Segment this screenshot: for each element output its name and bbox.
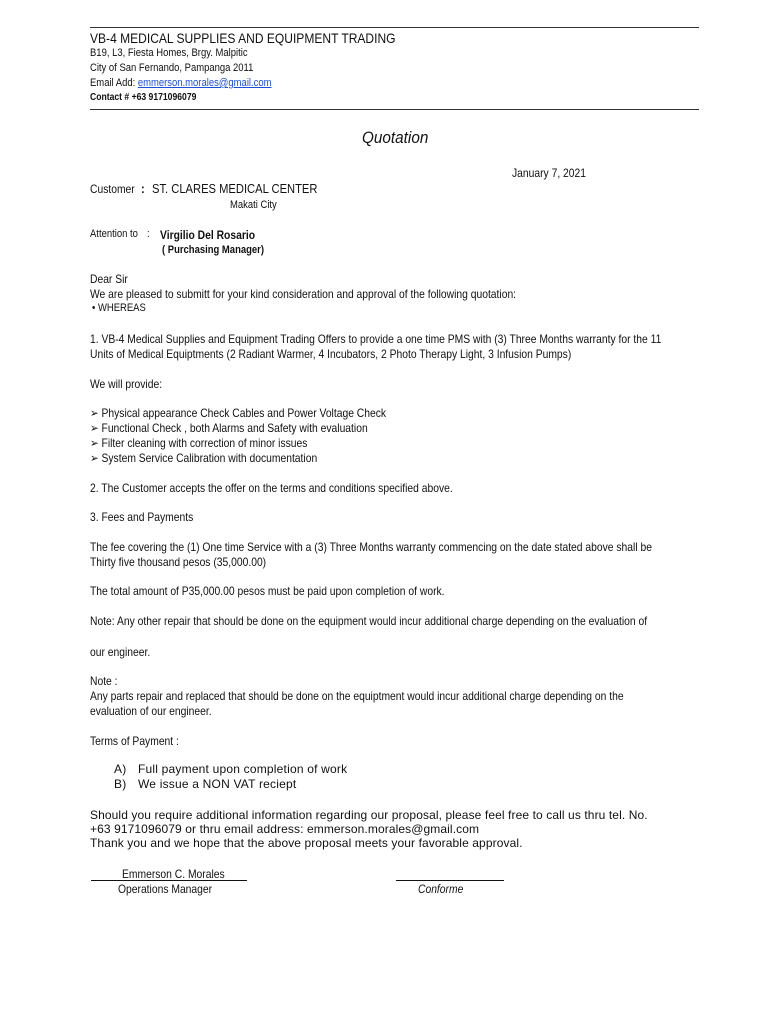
item-1-line-1: 1. VB-4 Medical Supplies and Equipment Trading Offers to provide a one time PMS with (3) Three Months warranty for the 11 — [90, 332, 662, 346]
greeting: Dear Sir — [90, 272, 128, 286]
closing-line-1: Should you require additional information regarding our proposal, please feel free to call us thru tel. No. — [90, 808, 648, 822]
document-title: Quotation — [362, 128, 429, 147]
term-marker: A) — [114, 762, 127, 776]
note-1-line-1: Note: Any other repair that should be done on the equipment would incur additional charge depending on the evaluation of — [90, 614, 648, 628]
note-1-line-2: our engineer. — [90, 645, 151, 659]
note-2-label: Note : — [90, 674, 118, 688]
document-date: January 7, 2021 — [512, 166, 587, 180]
fee-line-1: The fee covering the (1) One time Service with a (3) Three Months warranty commencing on the date stated above shall be — [90, 540, 652, 554]
header-bottom-rule — [90, 109, 699, 110]
signer-name: Emmerson C. Morales — [122, 867, 225, 881]
conforme-signature-line — [396, 880, 504, 881]
provision-item: ➢ Filter cleaning with correction of minor issues — [90, 436, 308, 450]
attention-position: ( Purchasing Manager) — [162, 244, 264, 256]
whereas-bullet: • WHEREAS — [92, 302, 146, 314]
attention-colon: : — [147, 228, 150, 240]
term-text: Full payment upon completion of work — [138, 762, 348, 776]
closing-line-2: +63 9171096079 or thru email address: emmerson.morales@gmail.com — [90, 822, 480, 836]
conforme-label: Conforme — [418, 882, 464, 896]
item-2: 2. The Customer accepts the offer on the terms and conditions specified above. — [90, 481, 453, 495]
provision-item: ➢ System Service Calibration with documentation — [90, 451, 318, 465]
signer-signature-line — [91, 880, 247, 881]
company-address-line-1: B19, L3, Fiesta Homes, Brgy. Malpitic — [90, 47, 248, 59]
header-top-rule — [90, 27, 699, 28]
customer-name: ST. CLARES MEDICAL CENTER — [152, 181, 318, 196]
item-3: 3. Fees and Payments — [90, 510, 194, 524]
item-1-line-2: Units of Medical Equiptments (2 Radiant Warmer, 4 Incubators, 2 Photo Therapy Light, 3 Infusion Pumps) — [90, 347, 572, 361]
term-marker: B) — [114, 777, 127, 791]
customer-label: Customer — [90, 182, 135, 196]
company-email — [90, 77, 272, 89]
attention-label: Attention to — [90, 228, 138, 240]
total-amount: The total amount of P35,000.00 pesos must be paid upon completion of work. — [90, 584, 445, 598]
provision-item: ➢ Functional Check , both Alarms and Safety with evaluation — [90, 421, 368, 435]
provide-heading: We will provide: — [90, 377, 163, 391]
closing-line-3: Thank you and we hope that the above proposal meets your favorable approval. — [90, 836, 523, 850]
company-contact: Contact # +63 9171096079 — [90, 92, 197, 103]
attention-name: Virgilio Del Rosario — [160, 228, 256, 242]
intro-text: We are pleased to submitt for your kind consideration and approval of the following quotation: — [90, 287, 517, 301]
customer-colon: : — [141, 181, 145, 196]
email-label: Email Add: — [90, 77, 138, 89]
term-text: We issue a NON VAT reciept — [138, 777, 297, 791]
note-2-line-1: Any parts repair and replaced that should be done on the equiptment would incur additional charge depending on the — [90, 689, 624, 703]
fee-line-2: Thirty five thousand pesos (35,000.00) — [90, 555, 267, 569]
terms-label: Terms of Payment : — [90, 734, 179, 748]
note-2-line-2: evaluation of our engineer. — [90, 704, 212, 718]
provision-item: ➢ Physical appearance Check Cables and Power Voltage Check — [90, 406, 387, 420]
customer-city: Makati City — [230, 199, 277, 211]
company-name: VB-4 MEDICAL SUPPLIES AND EQUIPMENT TRADING — [90, 30, 396, 46]
email-link[interactable]: emmerson.morales@gmail.com — [137, 77, 272, 89]
signer-title: Operations Manager — [118, 882, 213, 896]
company-address-line-2: City of San Fernando, Pampanga 2011 — [90, 62, 254, 74]
